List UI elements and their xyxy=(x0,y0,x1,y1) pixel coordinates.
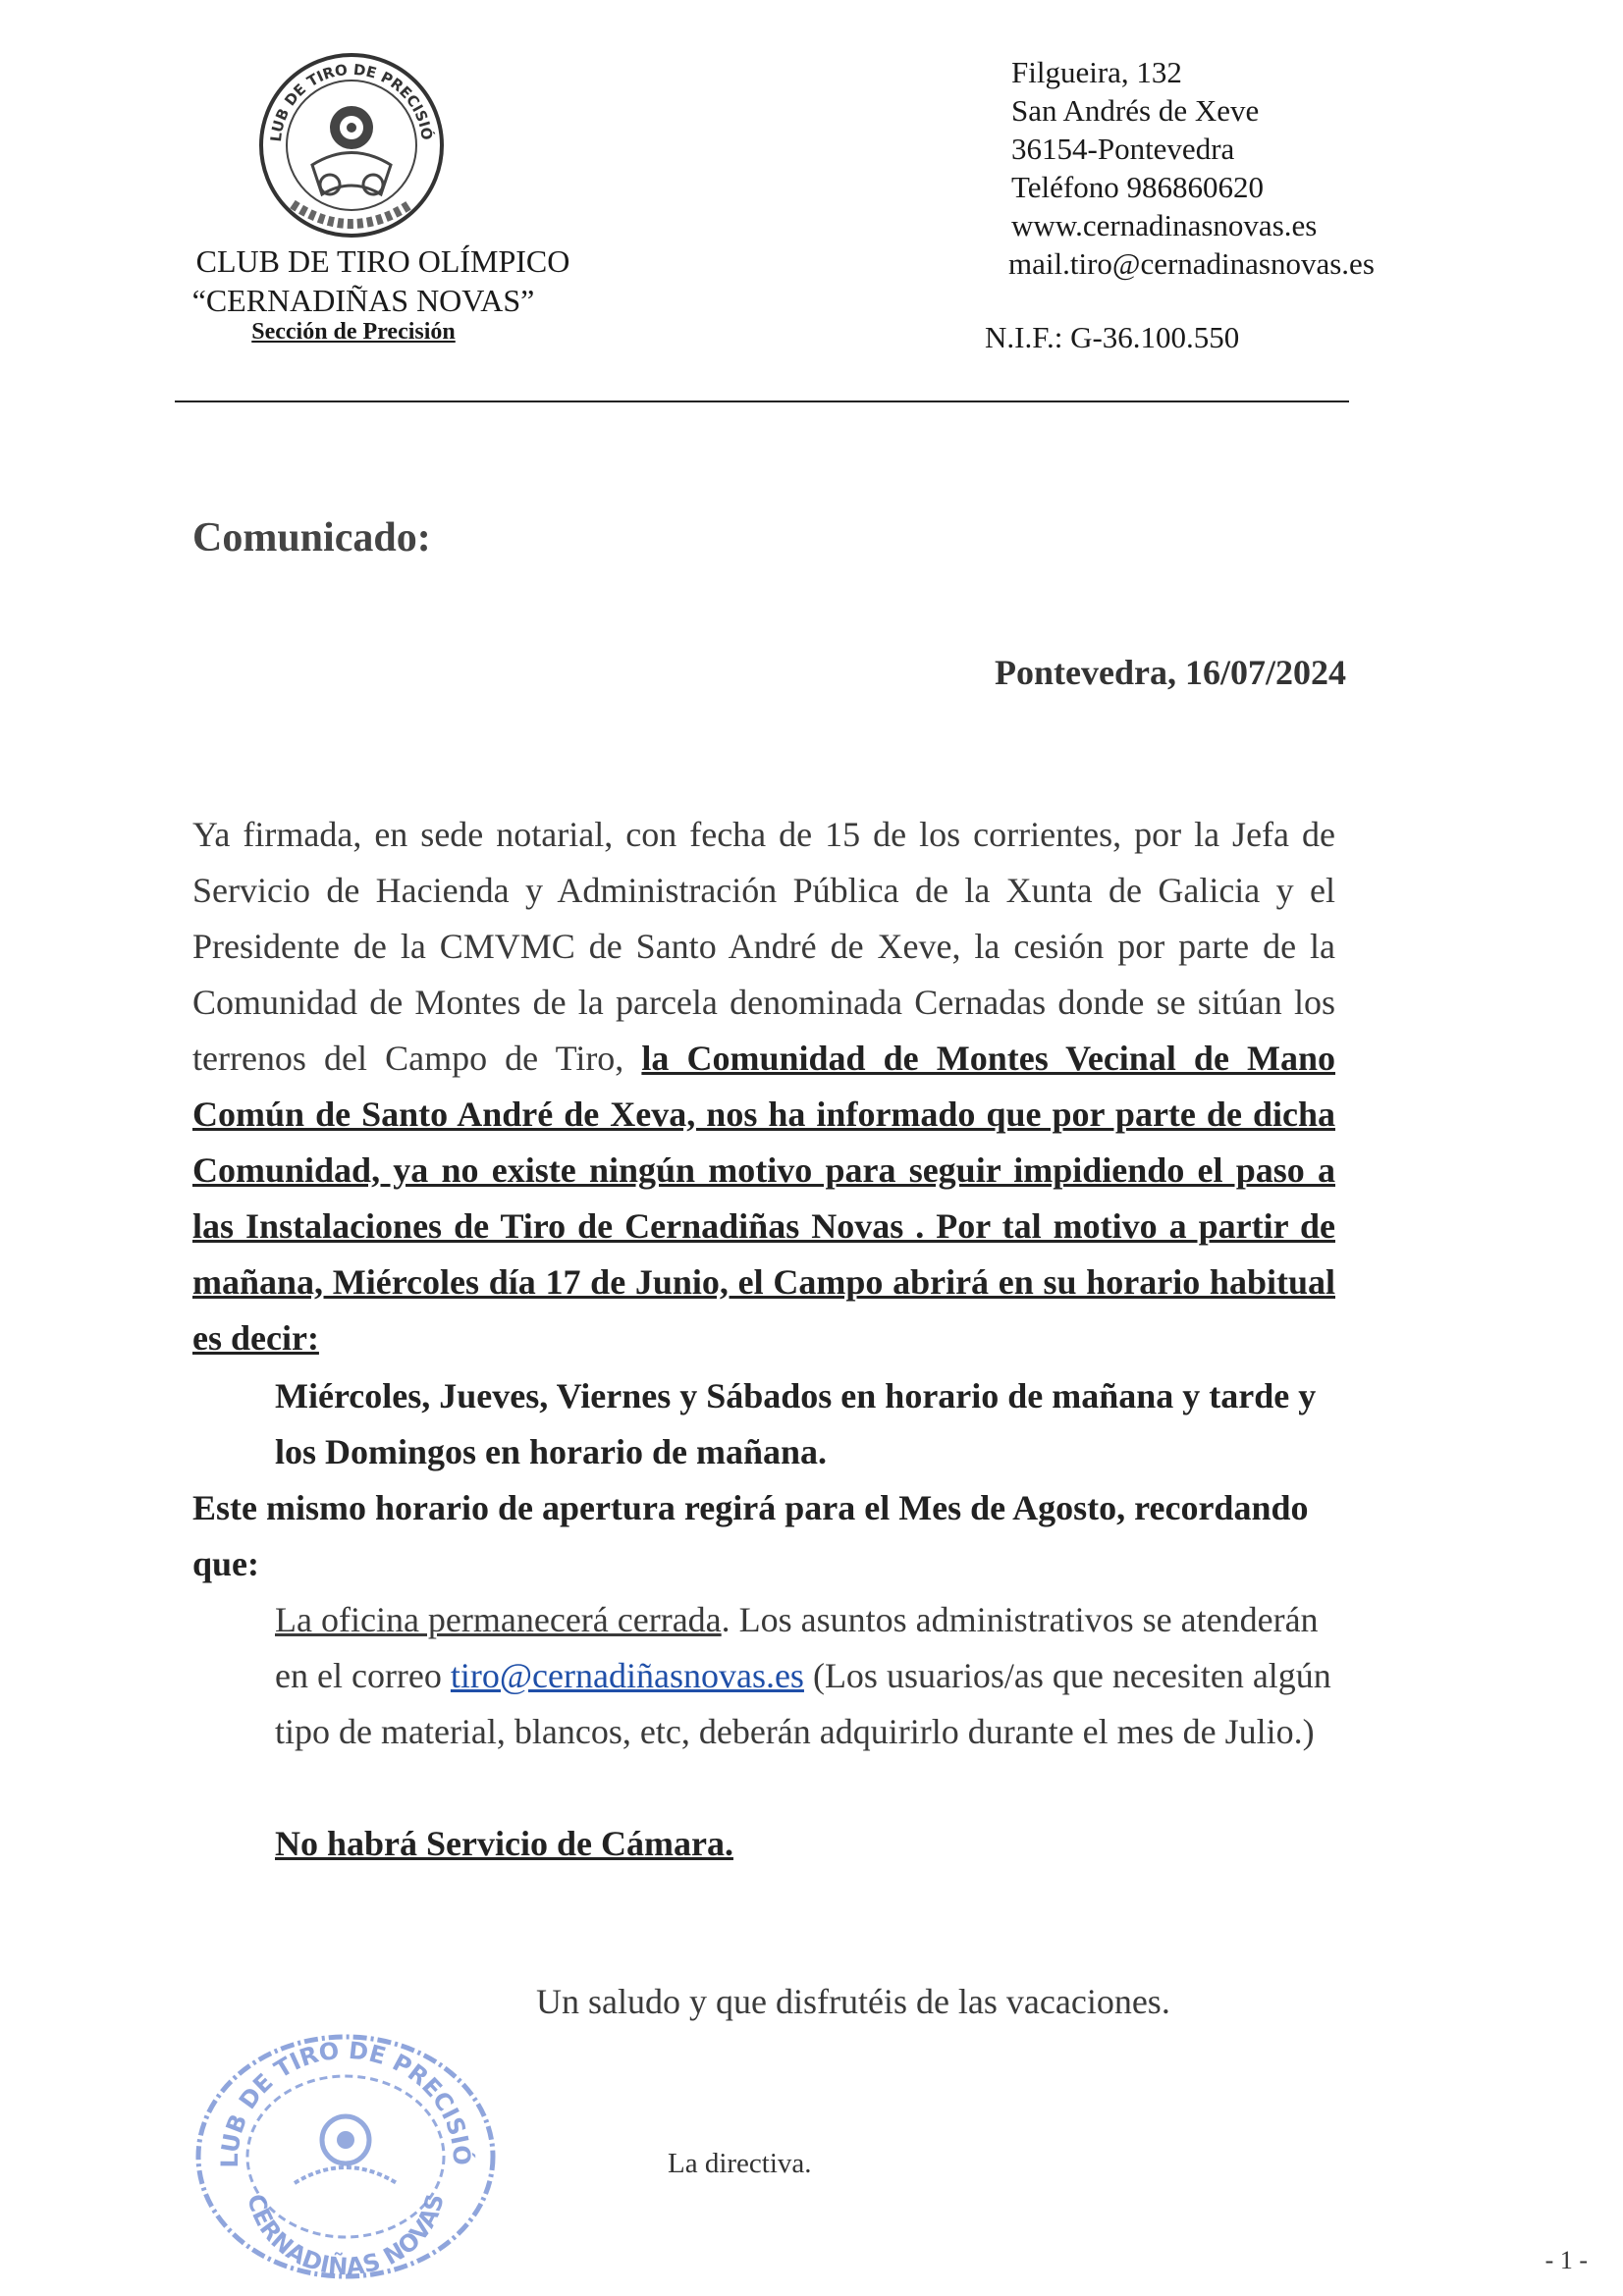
office-rest-1: . Los asuntos administrativos se atenderán en el correo xyxy=(275,1600,1319,1695)
club-name xyxy=(147,241,619,320)
page-title: Comunicado: xyxy=(192,515,431,561)
body-paragraph xyxy=(192,807,1335,1366)
letter-date: Pontevedra, 16/07/2024 xyxy=(995,653,1346,692)
club-name-line1: CLUB DE TIRO OLÍMPICO xyxy=(195,243,570,279)
svg-text:CERNADIÑAS NOVAS: CERNADIÑAS NOVAS xyxy=(242,2191,450,2279)
club-section: Sección de Precisión xyxy=(251,319,456,345)
club-logo xyxy=(253,47,450,243)
club-stamp-icon xyxy=(179,2014,513,2279)
address-phone: Teléfono 986860620 xyxy=(1011,170,1264,204)
address-block xyxy=(1008,53,1375,283)
svg-text:CLUB DE TIRO DE PRECISIÓN: LUB DE TIRO DE PRECISIÓ xyxy=(267,60,436,143)
nif: N.I.F.: G-36.100.550 xyxy=(985,320,1240,354)
svg-text:CLUB DE TIRO DE PRECISIÓN: LUB DE TIRO DE PRECISIÓ xyxy=(215,2036,476,2168)
address-locality: San Andrés de Xeve xyxy=(1011,93,1260,128)
office-notice xyxy=(275,1592,1335,1760)
address-email: mail.tiro@cernadinasnovas.es xyxy=(1008,246,1375,281)
club-emblem-icon xyxy=(253,47,450,243)
address-postal: 36154-Pontevedra xyxy=(1011,132,1235,166)
office-email-link[interactable]: tiro@cernadiñasnovas.es xyxy=(450,1656,804,1695)
page-number: - 1 - xyxy=(1544,2246,1588,2274)
august-notice: Este mismo horario de apertura regirá para el Mes de Agosto, recordando que: xyxy=(192,1488,1309,1583)
office-rest-2: (Los usuarios/as que necesiten algún tipo de material, blancos, etc, deberán adquirirlo durante el mes de Julio.) xyxy=(275,1656,1331,1751)
header-divider xyxy=(175,400,1349,402)
schedule-text: Miércoles, Jueves, Viernes y Sábados en horario de mañana y tarde y los Domingos en horario de mañana. xyxy=(275,1376,1317,1471)
club-name-line2: “CERNADIÑAS NOVAS” xyxy=(191,283,535,318)
signoff: La directiva. xyxy=(668,2148,812,2179)
address-street: Filgueira, 132 xyxy=(1011,55,1182,89)
office-closed: La oficina permanecerá cerrada xyxy=(275,1600,722,1639)
body-intro: Ya firmada, en sede notarial, con fecha de 15 de los corrientes, por la Jefa de Servicio de Hacienda y Administración Pública de la Xunta de Galicia y el Presidente de la CMVMC de Santo André de Xeve, la cesión por parte de la Comunidad de Montes de la parcela denominada Cernadas donde se sitúan los terrenos del Campo de Tiro, xyxy=(192,815,1335,1078)
closing-greeting: Un saludo y que disfrutéis de las vacaciones. xyxy=(536,1982,1170,2021)
body-highlight: la Comunidad de Montes Vecinal de Mano Común de Santo André de Xeva, nos ha informado que por parte de dicha Comunidad, ya no existe ningún motivo para seguir impidiendo el paso a las Instalaciones de Tiro de Cernadiñas Novas . Por tal motivo a partir de mañana, Miércoles día 17 de Junio, el Campo abrirá en su horario habitual es decir: xyxy=(192,1039,1336,1358)
club-stamp xyxy=(179,2014,513,2279)
address-website: www.cernadinasnovas.es xyxy=(1011,208,1318,242)
no-camera-notice: No habrá Servicio de Cámara. xyxy=(275,1824,733,1863)
